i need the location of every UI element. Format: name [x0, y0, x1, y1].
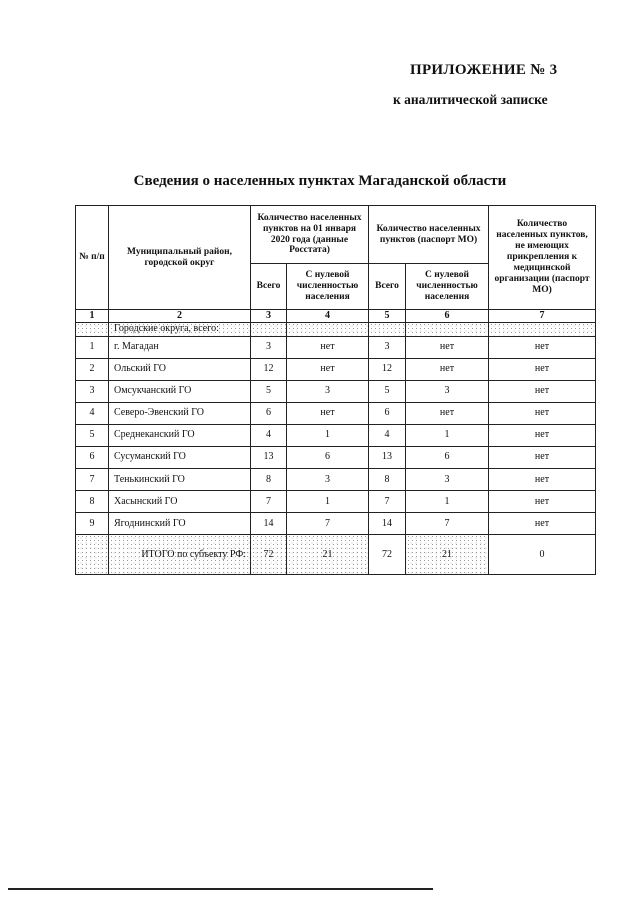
section-cell — [406, 322, 489, 336]
row-passport-total: 14 — [369, 512, 406, 534]
total-rosstat-zero: 21 — [287, 534, 369, 574]
row-passport-total: 6 — [369, 402, 406, 424]
row-rosstat-total: 13 — [251, 446, 287, 468]
row-rosstat-total: 3 — [251, 336, 287, 358]
row-name: Северо-Эвенский ГО — [109, 402, 251, 424]
row-rosstat-total: 7 — [251, 490, 287, 512]
table-row — [76, 358, 596, 380]
header-passport-zero: С нулевой численностью населения — [406, 264, 489, 310]
row-passport-zero: 6 — [406, 446, 489, 468]
row-passport-total: 13 — [369, 446, 406, 468]
row-passport-zero: нет — [406, 402, 489, 424]
row-num: 4 — [76, 402, 109, 424]
row-name: Хасынский ГО — [109, 490, 251, 512]
row-rosstat-zero: 3 — [287, 380, 369, 402]
row-passport-zero: нет — [406, 358, 489, 380]
appendix-subtitle: к аналитической записке — [393, 92, 548, 107]
bottom-rule — [8, 888, 433, 890]
row-name: Сусуманский ГО — [109, 446, 251, 468]
section-row — [76, 322, 596, 336]
row-rosstat-zero: нет — [287, 358, 369, 380]
row-rosstat-zero: нет — [287, 402, 369, 424]
row-rosstat-total: 12 — [251, 358, 287, 380]
header-rosstat-total: Всего — [251, 264, 287, 310]
row-name: Ягоднинский ГО — [109, 512, 251, 534]
table-row — [76, 336, 596, 358]
row-num: 9 — [76, 512, 109, 534]
header-passport-total: Всего — [369, 264, 406, 310]
row-no-medical: нет — [489, 468, 596, 490]
row-rosstat-total: 6 — [251, 402, 287, 424]
table-row — [76, 490, 596, 512]
row-passport-total: 3 — [369, 336, 406, 358]
header-passport: Количество населенных пунктов (паспорт МО) — [369, 206, 489, 264]
header-num: № п/п — [76, 206, 109, 310]
header-no-medical: Количество населенных пунктов, не имеющих прикрепления к медицинской организации (паспорт МО) — [489, 206, 596, 310]
row-rosstat-zero: 1 — [287, 424, 369, 446]
table-row — [76, 380, 596, 402]
document-title: Сведения о населенных пунктах Магаданской области — [133, 173, 507, 189]
row-num: 7 — [76, 468, 109, 490]
table-row — [76, 402, 596, 424]
row-name: Среднеканский ГО — [109, 424, 251, 446]
settlements-table — [75, 205, 596, 575]
column-number: 7 — [489, 310, 596, 323]
row-passport-zero: 1 — [406, 490, 489, 512]
header-district: Муниципальный район, городской округ — [109, 206, 251, 310]
row-rosstat-total: 8 — [251, 468, 287, 490]
column-numbers-row — [76, 310, 596, 323]
row-passport-total: 8 — [369, 468, 406, 490]
row-rosstat-zero: 6 — [287, 446, 369, 468]
table-row — [76, 468, 596, 490]
row-rosstat-total: 4 — [251, 424, 287, 446]
column-number: 3 — [251, 310, 287, 323]
row-no-medical: нет — [489, 424, 596, 446]
table-row — [76, 446, 596, 468]
row-num: 1 — [76, 336, 109, 358]
row-no-medical: нет — [489, 512, 596, 534]
section-cell — [287, 322, 369, 336]
row-passport-total: 4 — [369, 424, 406, 446]
row-rosstat-zero: 1 — [287, 490, 369, 512]
column-number: 6 — [406, 310, 489, 323]
row-passport-total: 5 — [369, 380, 406, 402]
row-rosstat-total: 14 — [251, 512, 287, 534]
row-no-medical: нет — [489, 358, 596, 380]
row-num: 2 — [76, 358, 109, 380]
total-no-medical: 0 — [489, 534, 596, 574]
total-passport-total: 72 — [369, 534, 406, 574]
total-label: ИТОГО по субъекту РФ: — [109, 534, 251, 574]
column-number: 5 — [369, 310, 406, 323]
row-rosstat-zero: нет — [287, 336, 369, 358]
row-passport-zero: нет — [406, 336, 489, 358]
row-passport-total: 12 — [369, 358, 406, 380]
row-passport-total: 7 — [369, 490, 406, 512]
section-label: Городские округа, всего: — [109, 322, 251, 336]
table-row — [76, 512, 596, 534]
header-rosstat-zero: С нулевой численностью населения — [287, 264, 369, 310]
row-num: 6 — [76, 446, 109, 468]
row-name: г. Магадан — [109, 336, 251, 358]
row-passport-zero: 3 — [406, 380, 489, 402]
section-num-cell — [76, 322, 109, 336]
total-passport-zero: 21 — [406, 534, 489, 574]
row-num: 5 — [76, 424, 109, 446]
row-num: 3 — [76, 380, 109, 402]
row-passport-zero: 7 — [406, 512, 489, 534]
row-num: 8 — [76, 490, 109, 512]
row-no-medical: нет — [489, 490, 596, 512]
row-name: Омсукчанский ГО — [109, 380, 251, 402]
section-cell — [489, 322, 596, 336]
row-name: Тенькинский ГО — [109, 468, 251, 490]
column-number: 4 — [287, 310, 369, 323]
appendix-title: ПРИЛОЖЕНИЕ № 3 — [410, 62, 558, 78]
row-no-medical: нет — [489, 446, 596, 468]
total-rosstat-total: 72 — [251, 534, 287, 574]
row-rosstat-zero: 7 — [287, 512, 369, 534]
column-number: 2 — [109, 310, 251, 323]
section-cell — [251, 322, 287, 336]
header-row-1 — [76, 206, 596, 264]
row-rosstat-zero: 3 — [287, 468, 369, 490]
row-passport-zero: 3 — [406, 468, 489, 490]
table-row — [76, 424, 596, 446]
header-rosstat: Количество населенных пунктов на 01 января 2020 года (данные Росстата) — [251, 206, 369, 264]
row-passport-zero: 1 — [406, 424, 489, 446]
row-no-medical: нет — [489, 336, 596, 358]
column-number: 1 — [76, 310, 109, 323]
total-num-cell — [76, 534, 109, 574]
section-cell — [369, 322, 406, 336]
row-no-medical: нет — [489, 402, 596, 424]
row-name: Ольский ГО — [109, 358, 251, 380]
row-rosstat-total: 5 — [251, 380, 287, 402]
row-no-medical: нет — [489, 380, 596, 402]
total-row — [76, 534, 596, 574]
